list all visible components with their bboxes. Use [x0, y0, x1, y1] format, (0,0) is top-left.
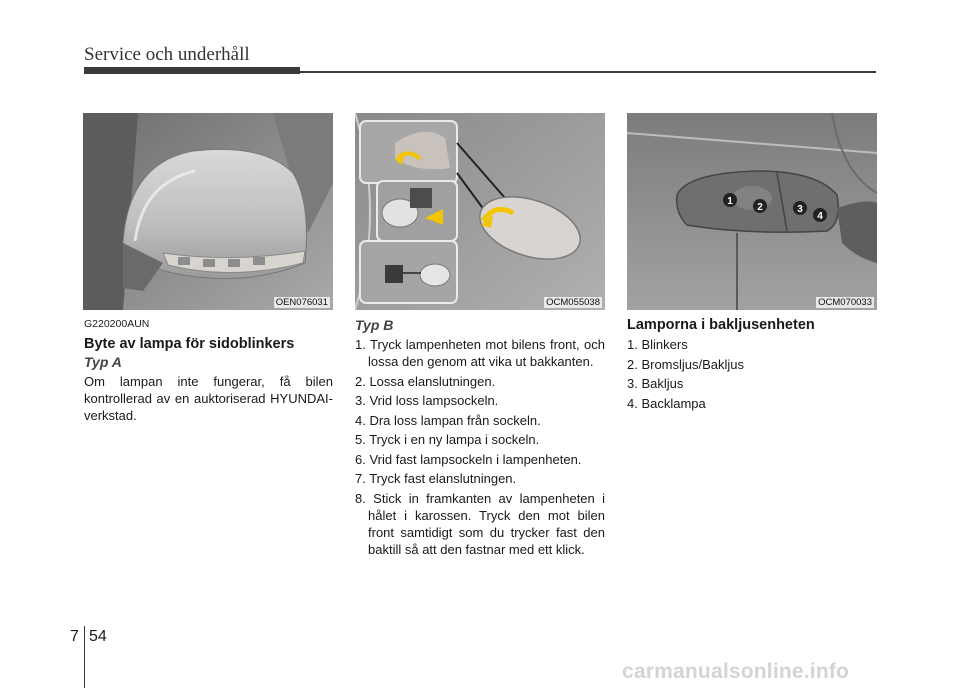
- section-code: G220200AUN: [84, 318, 150, 330]
- list-item: 2. Bromsljus/Bakljus: [627, 356, 745, 372]
- side-repeater-illustration: [355, 113, 605, 310]
- type-a-label: Typ A: [84, 354, 122, 370]
- header-rule-thick: [84, 67, 300, 74]
- watermark: carmanualsonline.info: [622, 660, 850, 683]
- chapter-number: 7: [70, 628, 79, 645]
- marker-1: 1: [727, 196, 733, 207]
- column-typ-b: [355, 316, 605, 560]
- list-item: 3. Vrid loss lampsockeln.: [355, 393, 499, 408]
- list-item: 6. Vrid fast lampsockeln i lampenheten.: [355, 451, 582, 467]
- side-mirror-illustration: [83, 113, 333, 310]
- figure-side-mirror: [83, 113, 333, 310]
- lamp-list: [627, 336, 877, 412]
- list-item: 1. Blinkers: [627, 337, 688, 352]
- marker-2: 2: [757, 202, 763, 213]
- figure-rear-lamp: [627, 113, 877, 310]
- rear-lamp-illustration: [627, 113, 877, 310]
- figure-side-repeater: [355, 113, 605, 310]
- column-sidoblinkers: [84, 316, 333, 424]
- section-heading: Lamporna i bakljusenheten: [627, 317, 815, 333]
- list-item: 2. Lossa elanslutningen.: [355, 373, 496, 389]
- list-item: 8. Stick in framkanten av lampenheten i hålet i karossen. Tryck den mot bilen front samtidigt som du trycker fast den baktill så att den fastnar med ett klick.: [355, 490, 605, 557]
- marker-3: 3: [797, 204, 803, 215]
- page-header-title: Service och underhåll: [84, 44, 250, 65]
- type-b-label: Typ B: [355, 317, 394, 333]
- list-item: 5. Tryck i en ny lampa i sockeln.: [355, 432, 540, 447]
- header-rule-thin: [300, 71, 876, 73]
- list-item: 1. Tryck lampenheten mot bilens front, och lossa den genom att vika ut bakkanten.: [355, 337, 605, 369]
- section-heading: Byte av lampa för sidoblinkers: [84, 336, 295, 352]
- page-number: 54: [89, 628, 107, 645]
- column-bakljus: [627, 316, 877, 414]
- list-item: 3. Bakljus: [627, 376, 684, 391]
- list-item: 7. Tryck fast elanslutningen.: [355, 471, 517, 486]
- figure-code: OCM055038: [546, 297, 600, 308]
- list-item: 4. Dra loss lampan från sockeln.: [355, 412, 541, 428]
- figure-code: OCM070033: [818, 297, 872, 308]
- footer-divider: [84, 626, 85, 688]
- list-item: 4. Backlampa: [627, 395, 706, 411]
- steps-list: [355, 336, 605, 558]
- marker-4: 4: [817, 211, 823, 222]
- figure-code: OEN076031: [275, 297, 328, 308]
- section-paragraph: Om lampan inte fungerar, få bilen kontrollerad av en auktoriserad HYUNDAI-verkstad.: [84, 374, 333, 423]
